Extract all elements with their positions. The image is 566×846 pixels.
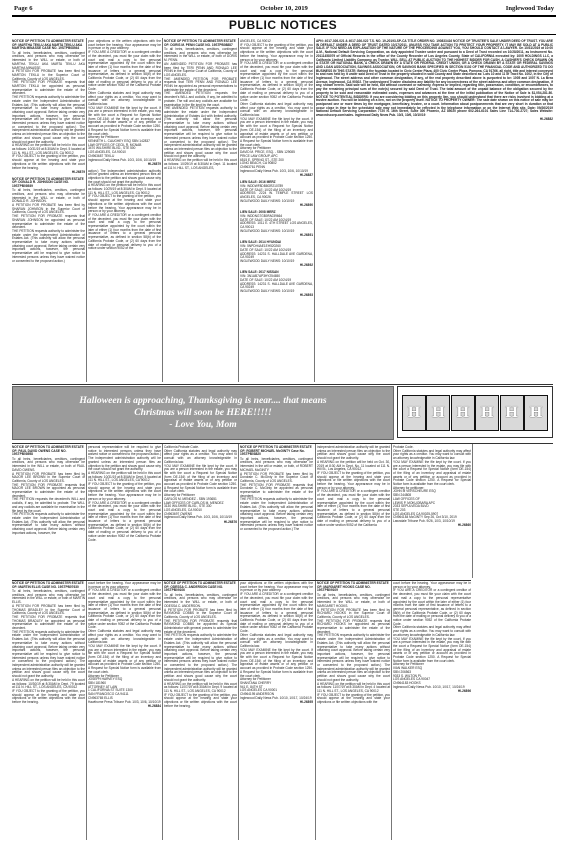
banner-signature: - Love You, Mom	[169, 419, 237, 430]
legal-notice	[317, 446, 390, 527]
notice-column	[317, 582, 390, 840]
column-divider	[162, 444, 163, 840]
promo-letter-box	[402, 395, 426, 431]
banner-line-2: Christmas will soon be HERE!!!!!	[134, 407, 272, 418]
column-divider	[314, 38, 315, 382]
notice-heading: LIEN SALE: 2017 NISSAN	[240, 269, 279, 274]
promo-letter: H	[480, 405, 494, 421]
notice-body: personal representative will be required to give notice to interested persons unless they have waived notice or consented to the proposed action.) The independent administration authority will be granted unless an interested person files an objection to the petition and shows good cause why the court should not grant the authority. A HEARING on the petition will be held in this court as follows: 10/31/19 at 8:30AM in Dept. 5 located at 111 N. HILL ST., LOS ANGELES, CA 90012 IF YOU OBJECT to the granting of the petition, you should appear at the hearing and state your objections or file written objections with the court before the hearing. Your appearance may be in person or by your attorney. IF YOU ARE A CREDITOR or a contingent creditor of the decedent, you must file your claim with the court and mail a copy to the personal representative appointed by the court within the later of either (1) four months from the date of first issuance of letters to a general personal representative, as defined in section 58(b) of the California Probate Code, or (2) 60 days from the date of mailing or personal delivery to you of a notice under section 9052 of the California Probate Code.	[88, 445, 162, 542]
promo-letter: H	[456, 405, 470, 421]
publication-number: HI-26876	[223, 519, 237, 524]
legal-notice	[12, 178, 85, 264]
publication-number: HI-26860	[457, 523, 471, 528]
notice-body: California Probate Code. Other California statutes and legal authority may affect your rights as a creditor. You may want to consult with an attorney knowledgeable in California law. YOU MAY EXAMINE the file kept by the court. If you are a person interested in the estate, you may file with the court a Request for Special Notice (form DE-154) of the filing of an inventory and appraisal of estate assets or of any petition or account as provided in Probate Code section 1250. A Request for Special Notice form is available from the court clerk. Attorney for Petitioner CARLOS M. MENDEZ - SBN 193651 LAW OFFICES OF CARLOS M. MENDEZ 3130 WILSHIRE BLVD., STE 330 LOS ANGELES, CA 90010 CN963697 OWENS Inglewood Daily News Pub. 10/3, 10/6, 10/10/19	[164, 445, 237, 520]
legal-notice	[240, 582, 313, 705]
notice-heading: NOTICE OF PETITION TO ADMINISTER ESTATE OF: ROBERT MICHAEL McGINTY Case No. 19STPB08820	[240, 445, 312, 457]
legal-notice	[12, 582, 85, 705]
legal-notice	[12, 446, 85, 535]
notice-body: To all heirs, beneficiaries, creditors, contingent creditors, and persons who may otherwise be interested in the WILL or estate, or both of ODESSA C. ANDERSON. A PETITION FOR PROBATE has been filed by RAYMOND COBBS in the Superior Court of California, County of LOS ANGELES. THE PETITION FOR PROBATE requests that RAYMOND COBBS be appointed as Special Administrator with general powers to administer the estate of the decedent. THE PETITION requests authority to administer the estate under the Independent Administration of Estates Act. (This authority will allow the personal representative to take many actions without obtaining court approval. Before taking certain very important actions, however, the personal representative will be required to give notice to interested persons unless they have waived notice or consented to the proposed action.) The independent administration authority will be granted unless an interested person files an objection to the petition and shows good cause why the court should not grant the authority. A HEARING on the petition will be held in this court as follows: 11/07/19 at 8:30AM in Dept. 9 located at 111 N. HILL ST., LOS ANGELES, CA 90012 IF YOU OBJECT to the granting of the petition, you should appear at the hearing and state your objections or file written objections with the court before the hearing.	[164, 592, 237, 708]
legal-notice	[240, 181, 313, 208]
notice-body: independent administration authority will be granted unless an interested person files an objection to the petition and shows good cause why the court should not grant the authority. A HEARING on the petition will be held on Oct. 30, 2019 at 8:30 AM in Dept. No. 11 located at 111 N. Hill St., Los Angeles, CA 90012. IF YOU OBJECT to the granting of the petition, you should appear at the hearing and state your objections or file written objections with the court before the hearing. Your appearance may be in person or by your attorney. IF YOU ARE A CREDITOR or a contingent creditor of the decedent, you must file your claim with the court and mail a copy to the personal representative appointed by the court within the later of either (1) four months from the date of first issuance of letters to a general personal representative, as defined in section 58(b) of the California Probate Code, or (2) 60 days from the date of mailing or personal delivery to you of a notice under section 9052 of the California	[317, 445, 390, 527]
column-divider	[238, 38, 239, 382]
promo-letter-box	[524, 395, 548, 431]
notice-column	[317, 446, 390, 578]
notice-heading: NOTICE OF PETITION TO ADMINISTER ESTATE OF: MARTHA TEKLU AKA MARTA TEKLU AKA MARTHA MINASSE CASE NO. 19STPB08944	[12, 39, 84, 51]
notice-body: court before the hearing. Your appearance may be in person or by your attorney. IF YOU ARE A CREDITOR or a contingent creditor of the decedent, you must file your claim with the court and mail a copy to the personal representative appointed by the court within the later of either (1) four months from the date of first issuance of letters to a general personal representative, as defined in section 58(b) of the California Probate Code, or (2) 60 days from the date of mailing or personal delivery to you of a notice under section 9052 of the California Probate Code. Other California statutes and legal authority may affect your rights as a creditor. You may want to consult with an attorney knowledgeable in California law. YOU MAY EXAMINE the file kept by the court. If you are a person interested in the estate, you may file with the court a Request for Special Notice (form DE-154) of the filing of an inventory and appraisal of estate assets or of any petition or account as provided in Probate Code section 1250. A Request for Special Notice form is available from the court clerk. Attorney for Petitioner IVAN WALKER ESQ SBN 206563 9033 S. WILTON PL LOS ANGELES CA 90047 CN964183 HOOKS Inglewood Daily News Pub. 10/10, 10/17, 10/24/19	[393, 581, 471, 689]
promo-letter: H	[431, 405, 445, 421]
issue-date: October 10, 2019	[260, 5, 308, 12]
notice-body: your objections or file written objections with the court before the hearing. Your appearance may be in person or by your attorney. IF YOU ARE A CREDITOR or a contingent creditor of the decedent, you must file your claim with the court and mail a copy to the personal representative appointed by the court within the later of either (1) four months from the date of first issuance of letters to a general personal representative, as defined in section 58(b) of the California Probate Code, or (2) 60 days from the date of mailing or personal delivery to you of a notice under section 9052 of the California Probate Code. Other California statutes and legal authority may affect your rights as a creditor. You may want to consult with an attorney knowledgeable in California law. YOU MAY EXAMINE the file kept by the court. If you are a person interested in the estate, you may file with the court a Request for Special Notice (form DE-154) of the filing of an inventory and appraisal of estate assets or of any petition or account as provided in Probate Code section 1250. A Request for Special Notice form is available from the court clerk. Attorney for Petitioner SHANTANA CHERRY 941 E. 84TH ST LOS ANGELES CA 90001 CN964195 ANDERSON Inglewood Daily News Pub. 10/10, 10/17, 10/24/19	[240, 581, 313, 700]
promo-letter: H	[529, 405, 543, 421]
section-divider	[12, 443, 553, 444]
notice-column	[88, 446, 161, 578]
notice-body: To all heirs, beneficiaries, creditors, contingent creditors, and persons who may otherwise be interested in the WILL or estate, or both of PAUL DAVID OWENS. A PETITION FOR PROBATE has been filed by MAJOR LEE BROWN in the Superior Court of California, County of LOS ANGELES. THE PETITION FOR PROBATE requests that MAJOR LEE BROWN be appointed as personal representative to administer the estate of the decedent. THE PETITION requests the decedent's WILL and codicils, if any, be admitted to probate. The WILL and any codicils are available for examination in the file kept by the court. THE PETITION requests authority to administer the estate under the Independent Administration of Estates Act. (This authority will allow the personal representative to take many actions without obtaining court approval. Before taking certain very important actions, however, the	[12, 456, 86, 535]
notice-column	[164, 446, 237, 578]
notice-heading: LIEN SALE: 2016 MERZ	[240, 179, 276, 184]
notice-body: To all heirs, beneficiaries, creditors, contingent creditors, and persons who may otherwise be interested in the WILL or estate, or both of DORIS M. PENN. AN AMENDED PETITION FOR PROBATE has been filed by TERI PENN AND RONALD LEE PENN in the Superior Court of California, County of LOS ANGELES. THE AMENDED PETITION FOR PROBATE requests that TERI PENN AND RONALD LEE PENN be appointed as personal representatives to administer the estate of the decedent. THE AMENDED PETITION requests the decedent's WILL and codicils, if any, be admitted to probate. The will and any codicils are available for examination in the file kept by the court. THE AMENDED PETITION requests authority to administer the estate under the Independent Administration of Estates Act with limited authority. (This authority will allow the personal representative to take many actions without obtaining court approval. Before taking certain very important actions, however, the personal representative will be required to give notice to interested persons unless they have waived notice or consented to the proposed action.) The independent administration authority will be granted unless an interested person files an objection to the petition and shows good cause why the court should not grant the authority. A HEARING on the petition will be held in this court as follows: 10/29/19 at 8:30AM in Dept. 11 located at 111 N. HILL ST., LOS ANGELES,	[164, 47, 237, 170]
column-divider	[315, 444, 316, 840]
legal-notice	[316, 40, 553, 122]
notice-column	[393, 582, 471, 840]
section-title: PUBLIC NOTICES	[228, 18, 338, 32]
publication-number: HI-26891	[299, 233, 313, 238]
publication-number: HI-26879	[147, 161, 161, 166]
legal-notice	[164, 446, 237, 524]
legal-notice	[240, 271, 313, 298]
column-divider	[86, 38, 87, 382]
notice-column	[12, 582, 85, 840]
promo-letter-box	[500, 395, 524, 431]
notice-body: To all heirs, beneficiaries, creditors, contingent creditors, and persons who may otherwise be interested in the will or estate, or both, of ROBERT MICHAEL McGINTY A PETITION FOR PROBATE has been filed by Dondrale C. McGinty in the Superior Court of California, County of LOS ANGELES. THE PETITION FOR PROBATE requests that Dondrale C. McGinty be appointed as personal representative to administer the estate of the decedent. THE PETITION requests authority to administer the estate under the Independent Administration of Estates Act. (This authority will allow the personal representative to take many actions without obtaining court approval. Before taking certain very important actions, however, the personal representative will be required to give notice to interested persons unless they have waived notice or consented to the proposed action.) The	[240, 456, 313, 532]
notice-body: To all heirs, beneficiaries, creditors, contingent creditors, and persons who may otherwise be interested in the WILL or estate, or both of MARGARET HOOKS. A PETITION FOR PROBATE has been filed by RICHARD HOOKS in the Superior Court of California, County of LOS ANGELES. THE PETITION FOR PROBATE requests that RICHARD HOOKS be appointed as personal representative to administer the estate of the decedent. THE PETITION requests authority to administer the estate under the Independent Administration of Estates Act. (This authority will allow the personal representative to take many actions without obtaining court approval. Before taking certain very important actions, however, the personal representative will be required to give notice to interested persons unless they have waived notice or consented to the proposed action.) The independent administration authority will be granted unless an interested person files an objection to the petition and shows good cause why the court should not grant the authority. A HEARING on the petition will be held in this court as follows: 11/07/19 at 8:30AM in Dept. 4 located at 111 N. HILL ST., LOS ANGELES, CA 90012 IF YOU OBJECT to the granting of the petition, you should appear at the hearing and state your objections or file written objections with the	[317, 592, 390, 705]
notice-heading: NOTICE OF PETITION TO ADMINISTER ESTATE OF: MARGARET HOOKS CASE NO. 19STPB09109	[317, 581, 389, 593]
legal-notice	[317, 582, 390, 705]
publication-number: HI-26882	[539, 117, 553, 122]
notice-body: your objections or file written objections with the court before the hearing. Your appearance may be in person or by your attorney. IF YOU ARE A CREDITOR or a contingent creditor of the decedent, you must file your claim with the court and mail a copy to the personal representative appointed by the court within the later of either (1) four months from the date of first issuance of letters to a general personal representative, as defined in section 58(b) of the California Probate Code, or (2) 60 days from the date of mailing or personal delivery to you of a notice under section 9052 of the California Probate Code. Other California statutes and legal authority may affect your rights as a creditor. You may want to consult with an attorney knowledgeable in California law. YOU MAY EXAMINE the file kept by the court. If you are a person interested in the estate, you may file with the court a Request for Special Notice (form DE-154) of the filing of an inventory and appraisal of estate assets or of any petition or account as provided in Probate Code section 1250. A Request for Special Notice form is available from the court clerk. Attorney for Petitioner KENNETH L. CAUGHEY ESQ SBN 142837 LAW OFFICES OF CECIL R. MCNAB 3470 WILSHIRE BLVD., STE 500 LOS ANGELES, CA 90010 CN963687 TEKLU Inglewood Daily News Pub. 10/3, 10/6, 10/10/19	[88, 39, 161, 162]
notice-column	[88, 582, 161, 840]
notice-column	[88, 40, 161, 382]
legal-notice	[393, 446, 471, 528]
publication-number: HI-26896	[457, 688, 471, 693]
page-number: Page 6	[14, 5, 33, 12]
promo-letter: H	[407, 405, 421, 421]
notice-body: court before the hearing. Your appearance may be in person or by your attorney. IF YOU ARE A CREDITOR or a contingent creditor of the decedent, you must file your claim with the court and mail a copy to the personal representative appointed by the court within the later of either (1) four months from the date of first issuance of letters to a general personal representative, as defined in section 58(b) of the California Probate Code, or (2) 60 days from the date of mailing or personal delivery to you of a notice under section 9052 of the California Probate Code. Other California statutes and legal authority may affect your rights as a creditor. You may want to consult with an attorney knowledgeable in California law. YOU MAY EXAMINE the file kept by the court. If you are a person interested in the estate, you may file with the court a Request for Special Notice (form DE-154) of the filing of an inventory and appraisal of estate assets or of any petition or account as provided in Probate Code section 1250. A Request for Special Notice form is available from the court clerk. Attorney for Petitioner JOSEPH HARVEY ESQ SBN 181960 ATTORNEY AT LAW 1 CALIFORNIA ST SUITE 1300 SAN FRANCISCO CA 94111 CN963765 ELLIS Hawthorne Press Tribune Pub. 10/3, 10/6, 10/10/19	[88, 581, 161, 704]
column-divider	[391, 444, 392, 840]
publication-number: HI-26879	[71, 169, 85, 174]
notice-body: ANGELES, CA 90012 IF YOU OBJECT to the granting of the petition, you should appear at the hearing and state your objections or file written objections with the court before the hearing. Your appearance may be in person or by your attorney. IF YOU ARE A CREDITOR or a contingent creditor of the decedent, you must file your claim with the court and mail a copy to the personal representative appointed by the court within the later of either (1) four months from the date of first issuance of letters to a general personal representative, as defined in section 58(b) of the California Probate Code, or (2) 60 days from the date of mailing or personal delivery to you of a notice under section 9052 of the California Probate Code. Other California statutes and legal authority may affect your rights as a creditor. You may want to consult with an attorney knowledgeable in California law. YOU MAY EXAMINE the file kept by the court. If you are a person interested in the estate, you may file with the court a Request for Special Notice (form DE-154) of the filing of an inventory and appraisal of estate assets or of any petition or account as provided in Probate Code section 1250. A Request for Special Notice form is available from the court clerk. Attorney for Petitioner DAVID M. PRICE, ESQ. - SBN 129085 PRICE LAW GROUP, APC 6515 E. SPRING ST., STE 200 LONG BEACH, CA 90802 CN963761 PENN Inglewood Daily News Pub. 10/3, 10/6, 10/10/19	[240, 39, 313, 173]
column-divider	[86, 444, 87, 840]
promo-letter-box	[426, 395, 450, 431]
notice-column	[164, 40, 237, 382]
legal-notice	[240, 446, 313, 532]
greeting-banner	[12, 386, 394, 440]
notice-body: To all heirs, beneficiaries, creditors, contingent creditors, and persons who may otherwise be interested in the WILL or estate, or both of DONALD R. JOHNSON. A PETITION FOR PROBATE has been filed by SHARAN JOHNSON in the Superior Court of California, County of LOS ANGELES. THE PETITION FOR PROBATE requests that SHARAN JOHNSON be appointed as personal representative to administer the estate of the decedent. THE PETITION requests authority to administer the estate under the Independent Administration of Estates Act. (This authority will allow the personal representative to take many actions without obtaining court approval. Before taking certain very important actions, however, the personal representative will be required to give notice to interested persons unless they have waived notice or consented to the proposed action.)	[12, 188, 85, 263]
legal-notice	[12, 40, 85, 175]
notice-column	[12, 40, 85, 382]
publication-number: HI-26890	[299, 203, 313, 208]
promo-box-strip	[397, 386, 553, 438]
column-divider	[238, 444, 239, 840]
section-divider	[12, 384, 553, 385]
publication-number: HI-26887	[299, 172, 313, 177]
notice-heading: NOTICE OF PETITION TO ADMINISTER ESTATE OF: MARTIN ELLIS CASE NO. 19STPB07630	[12, 581, 84, 589]
notice-body: To all heirs, beneficiaries, creditors, contingent creditors, and persons who may otherwise be interested in the WILL or estate, or both of MARTHA TEKLU AKA MARTA TEKLU AKA MARTHA MINASSE. A PETITION FOR PROBATE has been filed by MARTON TEKLU in the Superior Court of California, County of LOS ANGELES. THE PETITION FOR PROBATE requests that MARTON TEKLU be appointed as personal representative to administer the estate of the decedent. THE PETITION requests authority to administer the estate under the Independent Administration of Estates Act. (This authority will allow the personal representative to take many actions without obtaining court approval. Before taking certain very important actions, however, the personal representative will be required to give notice to interested persons unless they have waived notice or consented to the proposed action.) The independent administration authority will be granted unless an interested person files an objection to the petition and shows good cause why the court should not grant the authority. A HEARING on the petition will be held in this court as follows: 10/31/19 at 8:30AM in Dept. 5 located at 111 N. HILL ST., LOS ANGELES, CA 90012 IF YOU OBJECT to the granting of the petition, you should appear at the hearing and state your objections or file written objections with the court before the hearing.	[12, 50, 85, 170]
publication-number: HI-26893	[299, 293, 313, 298]
notice-body: Probate Code. Other California statutes and legal authority may affect your rights as a creditor. You may want to consult with an attorney knowledgeable in California law. YOU MAY EXAMINE the file kept by the court. If you are a person interested in the estate, you may file with the court a Request for Special Notice (form DE-154) of the filing of an inventory and appraisal of estate assets or of any petition or account as provided in Probate Code section 1250. A Request for Special Notice form is available from the court clerk. Attorney for petitioner: JOHN M VERSCHEURE ESQ SBN 244808 LAW OFFICES OF LEWIS P. MOKUOBARA APC 2033 SEPULVEDA BLVD STE 203 LOS ANGELES CA 90025-5907 CN964184 McGINTY Sep 26, Oct 3/10, 2019 Lawndale Tribune Pub. 9/26, 10/3, 10/10/19	[393, 445, 471, 524]
promo-letter-box	[451, 395, 475, 431]
title-rule	[12, 34, 556, 35]
notice-heading: NOTICE OF PETITION TO ADMINISTER ESTATE OF: ODESSA C. ANDERSON CASE NO. 19STPB09106	[164, 581, 236, 593]
notice-heading: LIEN SALE: 2008 MERZ	[240, 209, 276, 214]
publication-name: Inglewood Today	[505, 5, 554, 12]
promo-letter-box	[475, 395, 499, 431]
notice-column	[240, 582, 313, 840]
publication-number: HI-26884	[147, 703, 161, 708]
section-divider	[12, 580, 471, 581]
notice-column	[240, 40, 313, 382]
promo-letter: H	[504, 405, 519, 421]
banner-line-1: Halloween is approaching, Thanksgiving is near.... that means	[79, 395, 327, 406]
legal-notice	[88, 582, 161, 709]
notice-body: VIN: WDDNG7GB0FA039664 DATE OF SALE: 10/22 AM 10/24/19 ADDRESS: 1011 E. 4TH STREET LOS ANGELES, CA 90013 INGLEWOOD DAILY NEWS: 10/10/19	[240, 214, 313, 233]
notice-heading: NOTICE OF PETITION TO ADMINISTER ESTATE OF: DORIS M. PENN CASE NO. 19STPB08887	[164, 39, 236, 47]
legal-notice	[164, 582, 237, 709]
publication-number: HI-26892	[299, 263, 313, 268]
notice-body: VIN: 5NPDH4AE1EH520260 DATE OF SALE: 10/22 AM 10/24/19 ADDRESS: 14231 S. HALLDALE AVE GARDENA, CA 90249 INGLEWOOD DAILY NEWS: 10/10/19	[240, 244, 313, 263]
legal-notice	[240, 241, 313, 268]
legal-notice	[240, 40, 313, 178]
column-divider	[162, 38, 163, 382]
notice-body: VIN: 3N1AB7AP3HY254650 DATE OF SALE: 10/22 AM 10/24/19 ADDRESS: 14231 S. HALLDALE AVE GARDENA, CA 90249 INGLEWOOD DAILY NEWS: 10/10/19	[240, 274, 313, 294]
notice-heading: LIEN SALE: 2014 HYUNDAI	[240, 239, 282, 244]
notice-column	[164, 582, 237, 840]
legal-notice	[393, 582, 471, 694]
column-divider	[472, 444, 473, 578]
notice-column	[393, 446, 471, 578]
legal-notice	[88, 40, 161, 167]
notice-body: VIN: WDDWF8DB8GR210789 DATE OF SALE: 10/22 AM 10/24/19 ADDRESS: 2224 W. TEMPLE STREET LOS ANGELES, CA 90026 INGLEWOOD DAILY NEWS: 10/10/19	[240, 183, 313, 203]
header-rule	[12, 15, 556, 17]
notice-body: APN: 4017-026-021 & 4017-026-022 T.S. NO. 19-20193-SP-CA TITLE ORDER NO. 190833416 NOTICE OF TRUSTEE'S SALE UNDER DEED OF TRUST. YOU ARE IN DEFAULT UNDER A DEED OF TRUST DATED 10/17/2011. UNLESS YOU TAKE ACTION TO PROTECT YOUR PROPERTY, IT MAY BE SOLD AT A PUBLIC SALE. IF YOU NEED AN EXPLANATION OF THE NATURE OF THE PROCEEDING AGAINST YOU, YOU SHOULD CONTACT A LAWYER. On 10/31/2019 at 10:00 A.M., National Default Servicing Corporation, as duly appointed Trustee under and pursuant to a Deed of Trust recorded on 10/28/2011, as Instrument No. 20111458079 of Official Records in the office of the County Recorder of Los Angeles County, State of CALIFORNIA executed by: 1005 HOLDINGS LLC, a California Limited Liability Company, as Trustor, WILL SELL AT PUBLIC AUCTION TO THE HIGHEST BIDDER FOR CASH, A CASHIER'S CHECK DRAWN ON A STATE OR NATIONAL BANK, A CHECK DRAWN BY A STATE OR FEDERAL CREDIT UNION, OR A CHECK DRAWN BY A STATE OR FEDERAL SAVINGS AND LOAN ASSOCIATION, SAVINGS ASSOCIATION, OR SAVINGS BANK SPECIFIED IN SECTION 5102 OF THE FINANCIAL CODE AND AUTHORIZED TO DO BUSINESS IN THIS STATE; Behind the fountain located in Civic Center Plaza, 400 Civic Center Plaza, Pomona, CA 91766, all right, title and interest conveyed to and now held by it under said Deed of Trust in the property situated in said County and State described as: Lots 10 and 11 of Tract No. 1002, in the City of Inglewood. The street address and other common designation, if any, of the real property described above is purported to be: 1005 and 1007 N. La Brea Avenue, Inglewood, CA 90302. The undersigned Trustee disclaims any liability for any incorrectness of the street address and other common designation, if any, shown herein. Said sale will be held, but without covenant or warranty, express or implied, regarding title, possession, condition, or encumbrances, to pay the remaining principal sum of the note(s) secured by said Deed of Trust. The total amount of the unpaid balance of the obligation secured by the property to be sold and reasonable estimated costs, expenses and advances at the time of the initial publication of the Notice of Sale is $1,054,281.80. NOTICE TO POTENTIAL BIDDERS: If you are considering bidding on this property lien, you should understand that there are risks involved in bidding at a trustee auction. You will be bidding on a lien, not on the property itself. NOTICE TO PROPERTY OWNER: The sale date shown on this notice of sale may be postponed one or more times by the mortgagee, beneficiary, trustee, or a court. Information about postponements that are very short in duration or that occur close in time to the scheduled sale may not immediately be reflected in the telephone information or on the Internet Web site. Date: 09/26/2019 National Default Servicing Corporation 7720 N. 16th Street, Suite 300 Phoenix, AZ 85020 phone 602-264-6101 Sales Line 714-730-2727; Sales Website: www.ndscorp.com/sales. Inglewood Daily News Pub. 10/3, 10/6, 10/10/19	[316, 39, 554, 118]
promo-boxes	[402, 395, 548, 431]
notice-body: To all heirs, beneficiaries, creditors, contingent creditors, and persons who may otherwise be interested in the WILL or estate, or both of MARTIN ELLIS. A PETITION FOR PROBATE has been filed by THOMAS BRADLEY in the Superior Court of California, County of LOS ANGELES. THE PETITION FOR PROBATE requests that THOMAS BRADLEY be appointed as personal representative to administer the estate of the decedent. THE PETITION requests authority to administer the estate under the Independent Administration of Estates Act. (This authority will allow the personal representative to take many actions without obtaining court approval. Before taking certain very important actions, however, the personal representative will be required to give notice to interested persons unless they have waived notice or consented to the proposed action.) The independent administration authority will be granted unless an interested person files an objection to the petition and shows good cause why the court should not grant the authority. A HEARING on the petition will be held in this court as follows: 10/30/19 at 8:30AM in Dept. 79 located at 111 N. HILL ST., LOS ANGELES, CA 90012 IF YOU OBJECT to the granting of the petition, you should appear at the hearing and state your objections or file written objections with the court before the hearing.	[12, 589, 85, 705]
notice-heading: NOTICE OF PETITION TO ADMINISTER ESTATE OF: DONALD R. JOHNSON CASE NO. 19STPB08939	[12, 176, 84, 188]
legal-notice	[88, 446, 161, 542]
legal-notice	[164, 40, 237, 170]
notice-body: action.) The independent administration authority will be granted unless an interested person files an objection to the petition and shows good cause why the court should not grant the authority. A HEARING on the petition will be held in this court as follows: 10/29/19 at 8:30AM in Dept. 5 located at 111 N. HILL ST., LOS ANGELES, CA 90012 IF YOU OBJECT to the granting of the petition, you should appear at the hearing and state your objections or file written objections with the court before the hearing. Your appearance may be in person or by your attorney. IF YOU ARE A CREDITOR or a contingent creditor of the decedent, you must file your claim with the court and mail a copy to the personal representative appointed by the court within the later of either (1) four months from the date of first issuance of letters to a general personal representative, as defined in section 58(b) of the California Probate Code, or (2) 60 days from the date of mailing or personal delivery to you of a notice under section 9052 of the	[88, 168, 161, 251]
publication-number: HI-26895	[299, 700, 313, 705]
legal-notice	[88, 170, 161, 251]
notice-column	[316, 40, 553, 382]
notice-column	[240, 446, 313, 578]
notice-heading: NOTICE OF PETITION TO ADMINISTER ESTATE OF: PAUL DAVID OWENS CASE NO. 19STPB08958	[12, 445, 84, 457]
legal-notice	[240, 211, 313, 238]
notice-column	[12, 446, 85, 578]
